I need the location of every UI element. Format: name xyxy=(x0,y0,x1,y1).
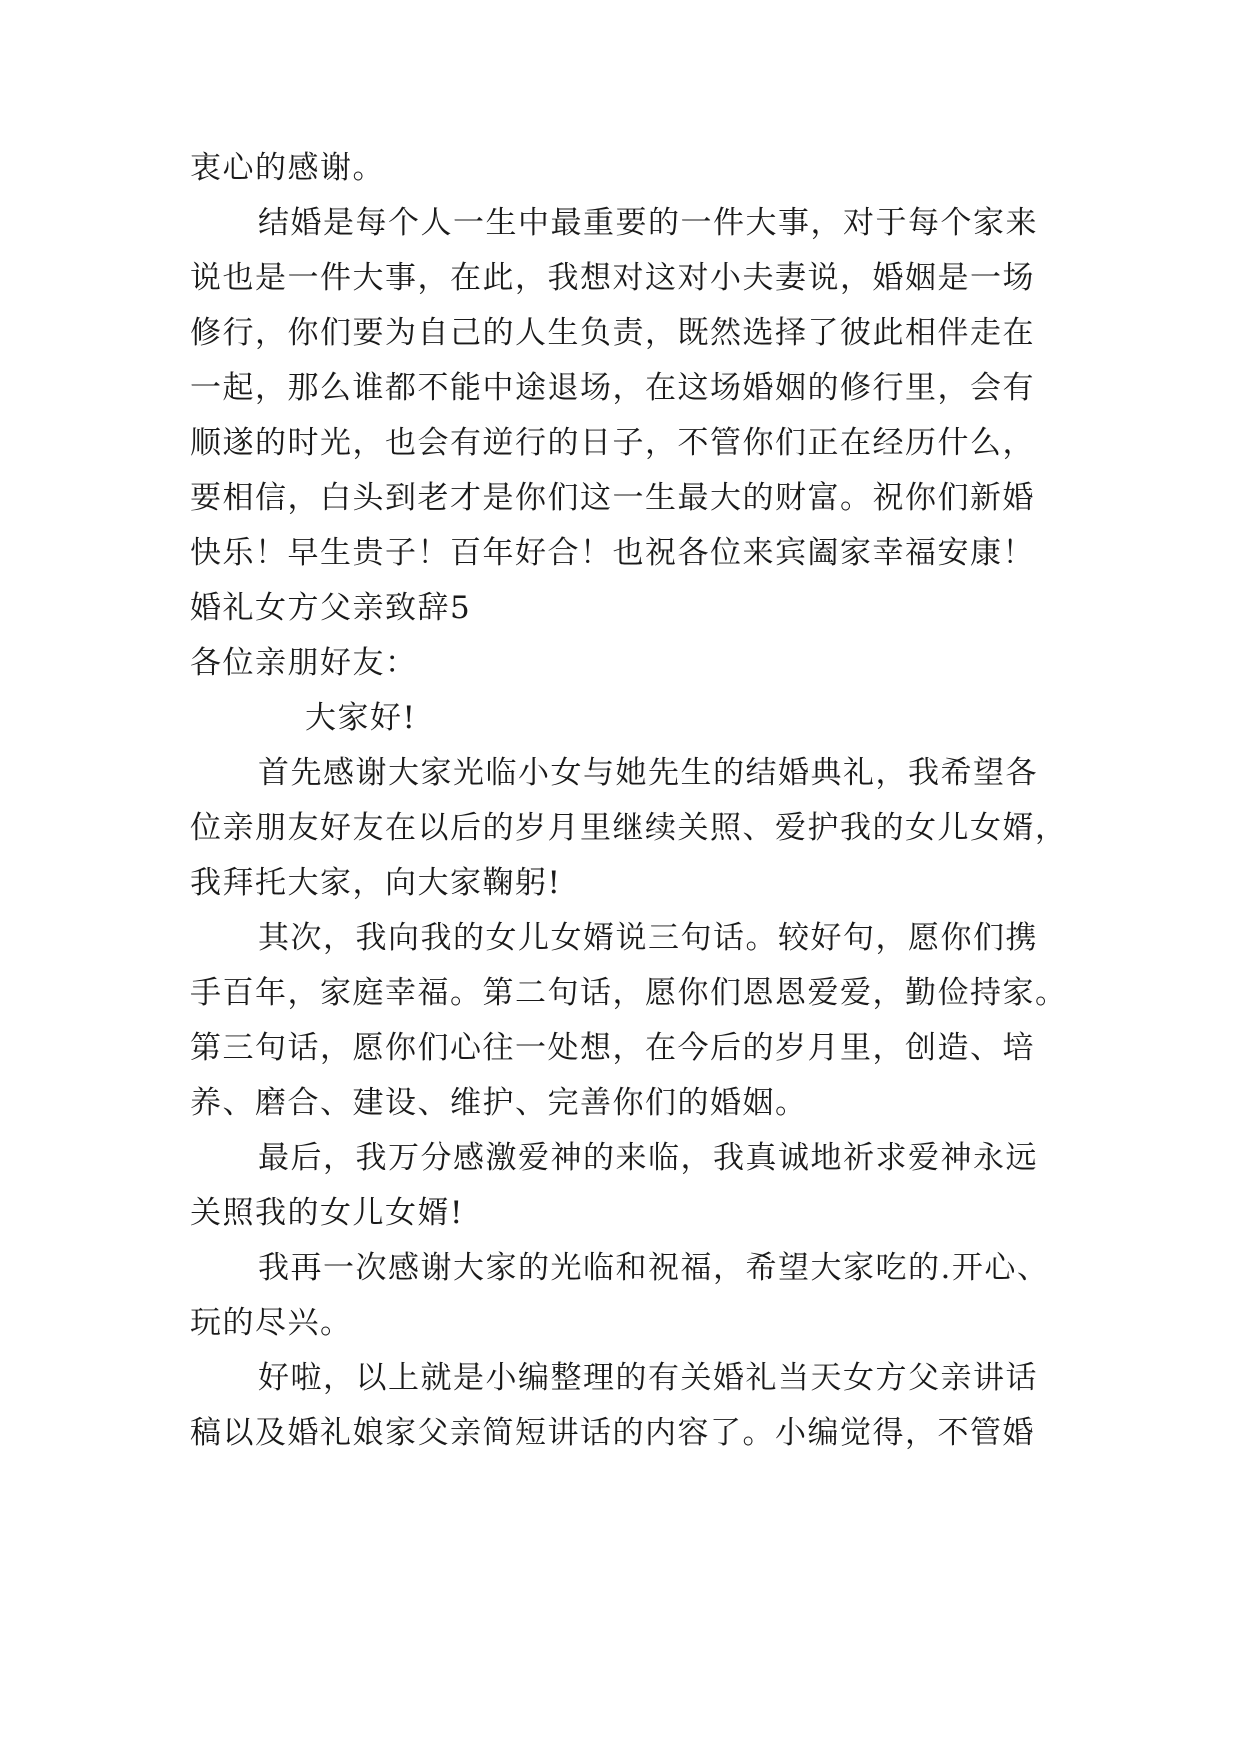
paragraph-line: 首先感谢大家光临小女与她先生的结婚典礼，我希望各 xyxy=(258,755,1038,791)
paragraph-line: 衷心的感谢。 xyxy=(190,150,385,186)
paragraph-line: 说也是一件大事，在此，我想对这对小夫妻说，婚姻是一场 xyxy=(190,260,1035,296)
paragraph-line: 最后，我万分感激爱神的来临，我真诚地祈求爱神永远 xyxy=(258,1140,1038,1176)
paragraph-line: 关照我的女儿女婿! xyxy=(190,1195,464,1231)
greeting: 大家好! xyxy=(305,700,417,736)
paragraph-line: 其次，我向我的女儿女婿说三句话。较好句，愿你们携 xyxy=(258,920,1038,956)
salutation: 各位亲朋好友： xyxy=(190,645,418,681)
paragraph-line: 位亲朋友好友在以后的岁月里继续关照、爱护我的女儿女婿， xyxy=(190,810,1068,846)
paragraph-line: 结婚是每个人一生中最重要的一件大事，对于每个家来 xyxy=(258,205,1038,241)
paragraph-line: 修行，你们要为自己的人生负责，既然选择了彼此相伴走在 xyxy=(190,315,1035,351)
section-heading: 婚礼女方父亲致辞5 xyxy=(190,590,472,626)
paragraph-line: 养、磨合、建设、维护、完善你们的婚姻。 xyxy=(190,1085,808,1121)
paragraph-line: 手百年，家庭幸福。第二句话，愿你们恩恩爱爱，勤俭持家。 xyxy=(190,975,1068,1011)
paragraph-line: 我再一次感谢大家的光临和祝福，希望大家吃的.开心、 xyxy=(258,1250,1050,1286)
paragraph-line: 好啦，以上就是小编整理的有关婚礼当天女方父亲讲话 xyxy=(258,1360,1038,1396)
paragraph-line: 快乐！早生贵子！百年好合！也祝各位来宾阖家幸福安康！ xyxy=(190,535,1035,571)
paragraph-line: 稿以及婚礼娘家父亲简短讲话的内容了。小编觉得，不管婚 xyxy=(190,1415,1035,1451)
paragraph-line: 玩的尽兴。 xyxy=(190,1305,353,1341)
paragraph-line: 我拜托大家，向大家鞠躬! xyxy=(190,865,562,901)
paragraph-line: 要相信，白头到老才是你们这一生最大的财富。祝你们新婚 xyxy=(190,480,1035,516)
paragraph-line: 顺遂的时光，也会有逆行的日子，不管你们正在经历什么， xyxy=(190,425,1035,461)
paragraph-line: 一起，那么谁都不能中途退场，在这场婚姻的修行里，会有 xyxy=(190,370,1035,406)
paragraph-line: 第三句话，愿你们心往一处想，在今后的岁月里，创造、培 xyxy=(190,1030,1035,1066)
